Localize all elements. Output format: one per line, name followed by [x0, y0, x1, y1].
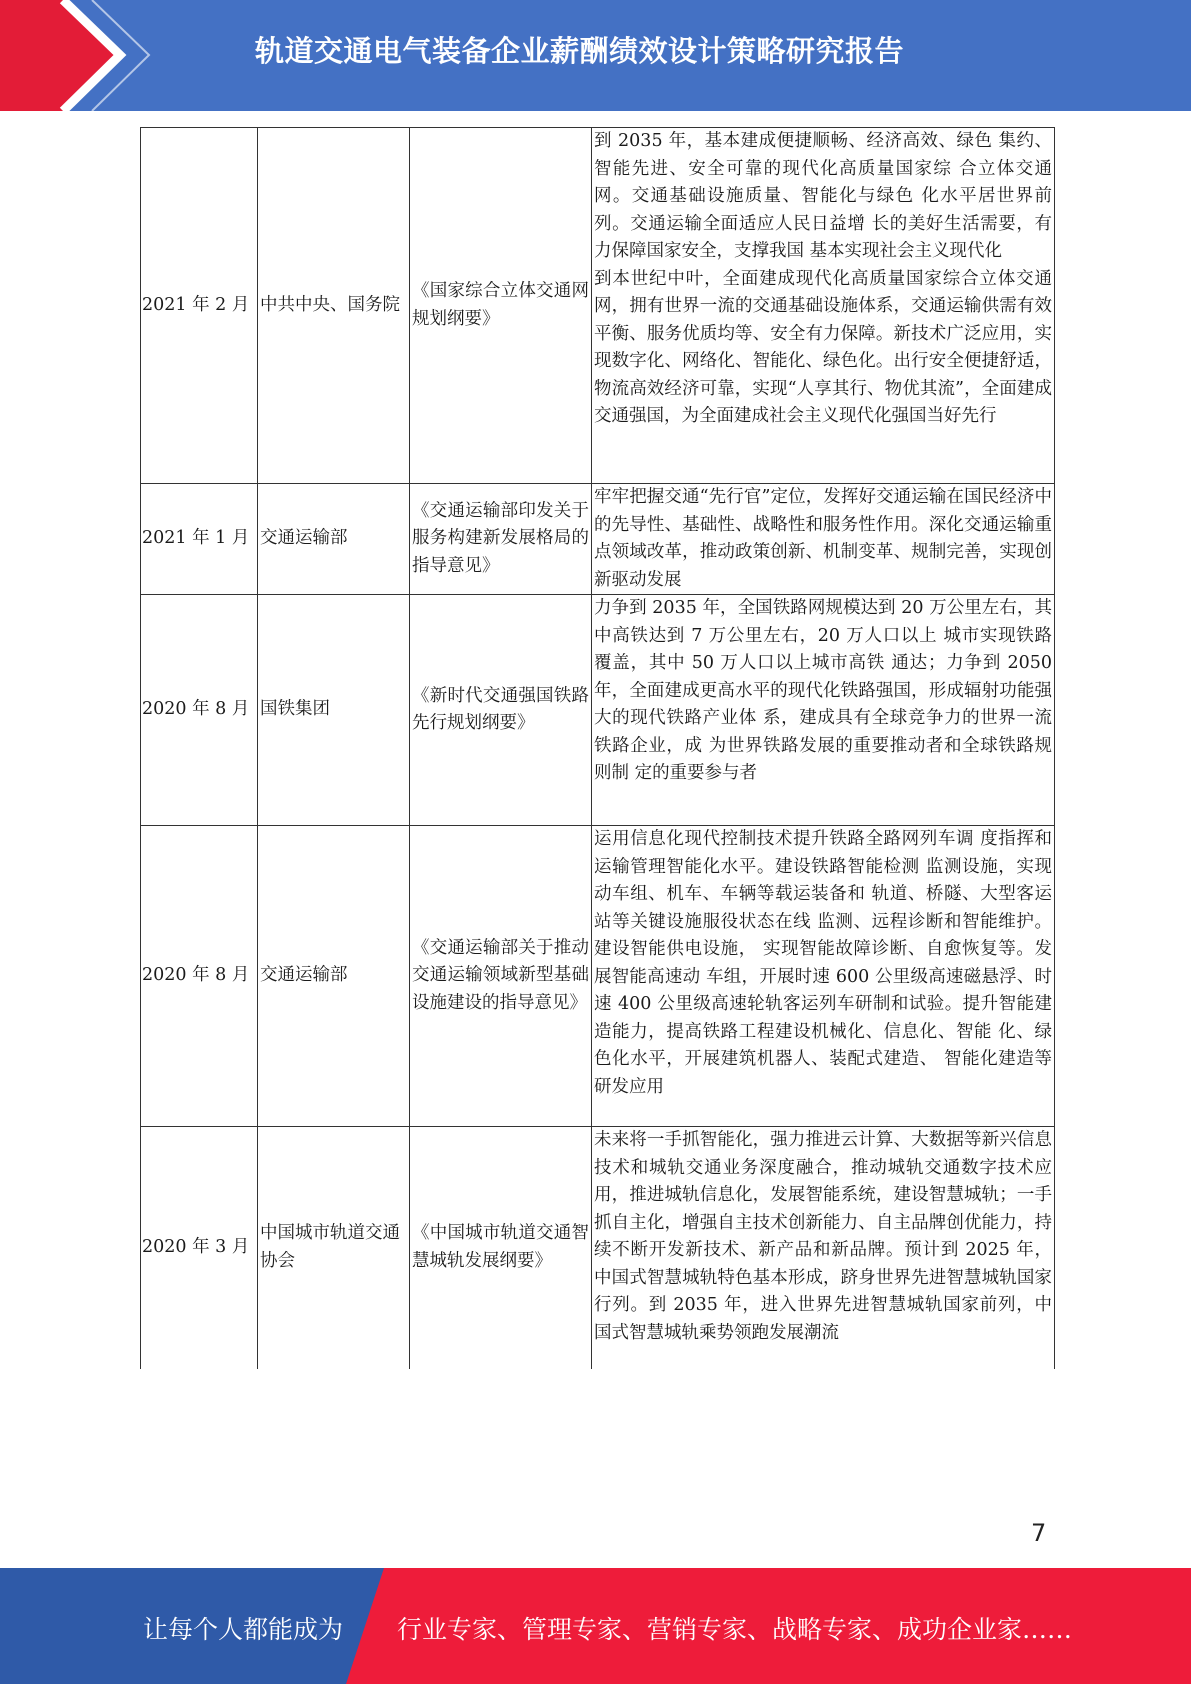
header-chevron-decoration: [0, 0, 160, 111]
content-cell: [592, 595, 1055, 826]
table-row: [141, 595, 1055, 826]
content-paragraph: 到本世纪中叶，全面建成现代化高质量国家综合立体交通网，拥有世界一流的交通基础设施体系，交通运输供需有效平衡、服务优质均等、安全有力保障。新技术广泛应用，实现数字化、网络化、智能化、绿色化。出行安全便捷舒适，物流高效经济可靠，实现“人享其行、物优其流”，全面建成交通强国，为全面建成社会主义现代化强国当好先行: [594, 268, 1052, 426]
document-cell: 《新时代交通强国铁路先行规划纲要》: [410, 595, 592, 826]
content-cell: [592, 484, 1055, 595]
date-cell: 2020 年 8 月: [141, 595, 258, 826]
content-paragraph: 牢牢把握交通“先行官”定位，发挥好交通运输在国民经济中的先导性、基础性、战略性和服务性作用。深化交通运输重点领域改革，推动政策创新、机制变革、规制完善，实现创新驱动发展: [594, 487, 1052, 590]
org-cell: 交通运输部: [258, 484, 410, 595]
report-title: 轨道交通电气装备企业薪酬绩效设计策略研究报告: [255, 34, 905, 68]
document-cell: 《交通运输部印发关于服务构建新发展格局的指导意见》: [410, 484, 592, 595]
page-footer: [0, 1568, 1191, 1684]
footer-slogan-roles: 行业专家、管理专家、营销专家、战略专家、成功企业家……: [397, 1615, 1073, 1644]
footer-slogan-lead: 让每个人都能成为: [143, 1615, 344, 1644]
content-paragraph: 运用信息化现代控制技术提升铁路全路网列车调 度指挥和运输管理智能化水平。建设铁路智能检测 监测设施，实现动车组、机车、车辆等载运装备和 轨道、桥隧、大型客运站等关键设施服役状态在线 监测、远程诊断和智能维护。建设智能供电设施， 实现智能故障诊断、自愈恢复等。发展智能高速动 车组，开展时速 600 公里级高速磁悬浮、时速 400 公里级高速轮轨客运列车研制和试验。提升智能建 造能力，提高铁路工程建设机械化、信息化、智能 化、绿色化水平，开展建筑机器人、装配式建造、 智能化建造等研发应用: [594, 829, 1052, 1097]
page-header: [0, 0, 1191, 111]
org-cell: 国铁集团: [258, 595, 410, 826]
page-number: 7: [1031, 1519, 1047, 1547]
policy-table: [140, 127, 1055, 1369]
content-paragraph: 未来将一手抓智能化，强力推进云计算、大数据等新兴信息技术和城轨交通业务深度融合，推动城轨交通数字技术应用，推进城轨信息化，发展智能系统，建设智慧城轨；一手抓自主化，增强自主技术创新能力、自主品牌创优能力，持续不断开发新技术、新产品和新品牌。预计到 2025 年，中国式智慧城轨特色基本形成，跻身世界先进智慧城轨国家行列。到 2035 年，进入世界先进智慧城轨国家前列，中国式智慧城轨乘势领跑发展潮流: [594, 1130, 1052, 1343]
table-row: [141, 484, 1055, 595]
document-cell: 《中国城市轨道交通智慧城轨发展纲要》: [410, 1127, 592, 1369]
org-cell: 中国城市轨道交通协会: [258, 1127, 410, 1369]
org-cell: 中共中央、国务院: [258, 128, 410, 484]
content-cell: [592, 128, 1055, 484]
table-row: [141, 128, 1055, 484]
content-cell: [592, 826, 1055, 1127]
date-cell: 2021 年 2 月: [141, 128, 258, 484]
table-row: [141, 826, 1055, 1127]
document-cell: 《交通运输部关于推动交通运输领域新型基础设施建设的指导意见》: [410, 826, 592, 1127]
content-paragraph: 到 2035 年，基本建成便捷顺畅、经济高效、绿色 集约、智能先进、安全可靠的现代化高质量国家综 合立体交通网。交通基础设施质量、智能化与绿色 化水平居世界前列。交通运输全面适应人民日益增 长的美好生活需要，有力保障国家安全，支撑我国 基本实现社会主义现代化: [594, 131, 1052, 261]
date-cell: 2020 年 8 月: [141, 826, 258, 1127]
date-cell: 2020 年 3 月: [141, 1127, 258, 1369]
org-cell: 交通运输部: [258, 826, 410, 1127]
table-row: [141, 1127, 1055, 1369]
content-paragraph: 力争到 2035 年，全国铁路网规模达到 20 万公里左右，其中高铁达到 7 万公里左右，20 万人口以上 城市实现铁路覆盖，其中 50 万人口以上城市高铁 通达；力争到 2050 年，全面建成更高水平的现代化铁路强国，形成辐射功能强大的现代铁路产业体 系，建成具有全球竞争力的世界一流铁路企业，成 为世界铁路发展的重要推动者和全球铁路规则制 定的重要参与者: [594, 598, 1052, 783]
date-cell: 2021 年 1 月: [141, 484, 258, 595]
document-cell: 《国家综合立体交通网规划纲要》: [410, 128, 592, 484]
content-cell: [592, 1127, 1055, 1369]
